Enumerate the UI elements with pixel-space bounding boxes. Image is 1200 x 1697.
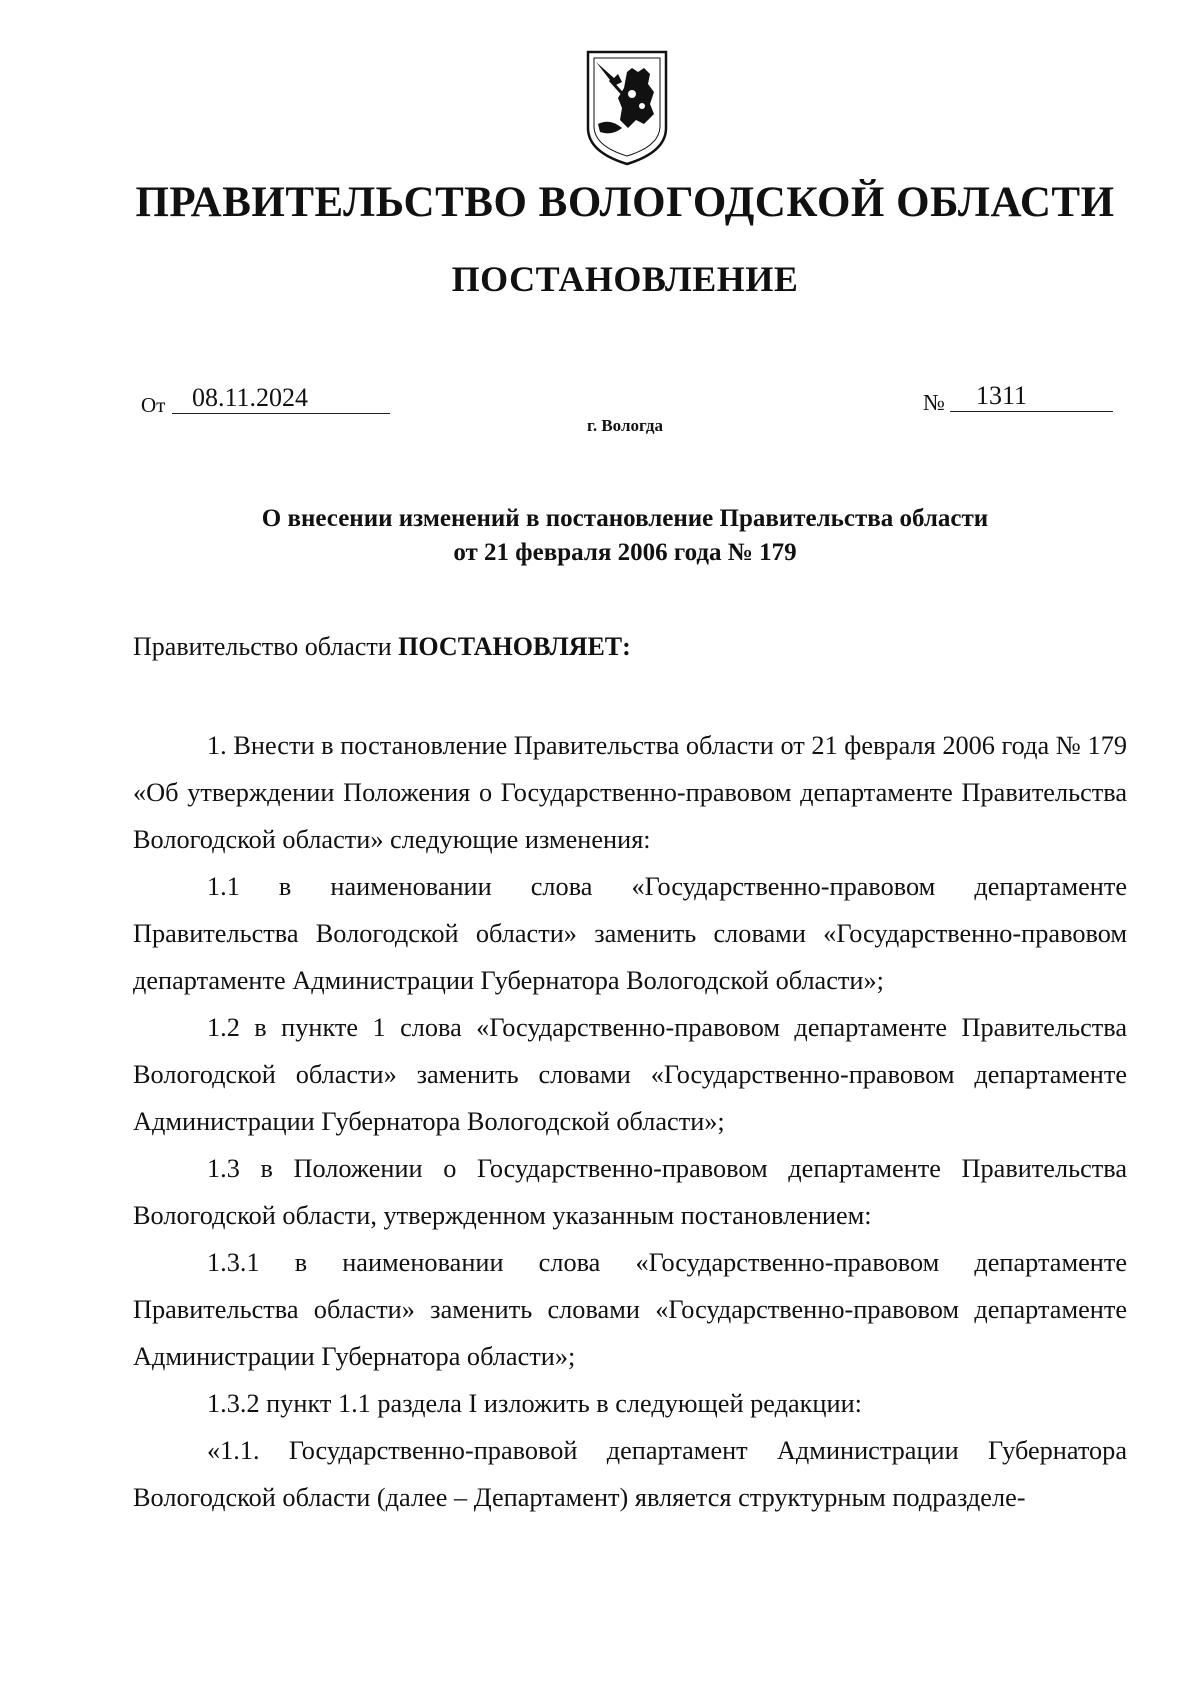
body-paragraph: 1.3.2 пункт 1.1 раздела I изложить в следующей редакции: <box>207 1389 862 1418</box>
number-value: 1311 <box>950 381 1113 412</box>
city: г. Вологда <box>587 416 663 435</box>
organization-title: ПРАВИТЕЛЬСТВО ВОЛОГОДСКОЙ ОБЛАСТИ <box>135 179 1115 226</box>
date-label: От <box>141 393 166 417</box>
body-paragraph: 1. Внести в постановление Правительства области от 21 февраля 2006 года № 179 «Об утверждении Положения о Государственно-правовом департаменте Правительства Вологодской области» следующие изменения: <box>133 731 1127 854</box>
decree-statement <box>133 632 631 662</box>
document-subject <box>140 502 1110 570</box>
number-label: № <box>923 390 945 415</box>
subject-line: О внесении изменений в постановление Правительства области <box>261 505 989 532</box>
decree-prefix: Правительство области <box>133 632 392 661</box>
document-body <box>133 722 1127 1521</box>
body-paragraph: 1.3.1 в наименовании слова «Государственно-правовом департаменте Правительства области» заменить словами «Государственно-правовом департаменте Администрации Губернатора области»; <box>133 1248 1127 1371</box>
body-paragraph: 1.2 в пункте 1 слова «Государственно-правовом департаменте Правительства Вологодской области» заменить словами «Государственно-правовом департаменте Администрации Губернатора Вологодской области»; <box>133 1013 1127 1136</box>
body-paragraph: 1.3 в Положении о Государственно-правовом департаменте Правительства Вологодской области, утвержденном указанным постановлением: <box>133 1154 1127 1230</box>
vologda-coat-of-arms-icon <box>584 48 670 166</box>
date-value: 08.11.2024 <box>172 383 390 414</box>
body-paragraph: «1.1. Государственно-правовой департамент Администрации Губернатора Вологодской области (далее – Департамент) является структурным подразделе- <box>133 1436 1127 1512</box>
subject-line: от 21 февраля 2006 года № 179 <box>453 539 797 566</box>
document-type: ПОСТАНОВЛЕНИЕ <box>451 259 799 299</box>
body-paragraph: 1.1 в наименовании слова «Государственно-правовом департаменте Правительства Вологодской области» заменить словами «Государственно-правовом департаменте Администрации Губернатора Вологодской области»; <box>133 872 1127 995</box>
decree-verb: ПОСТАНОВЛЯЕТ: <box>398 632 631 661</box>
